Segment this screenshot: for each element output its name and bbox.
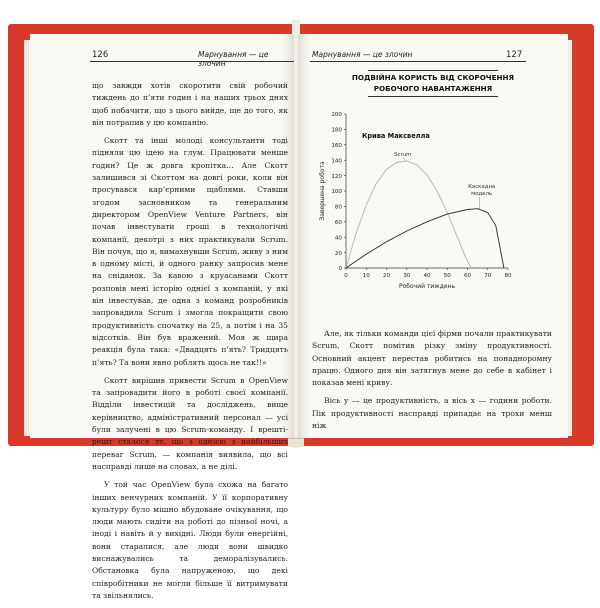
x-tick-label: 60 [464, 273, 472, 279]
x-tick-label: 40 [423, 273, 431, 279]
running-head-right: Марнування — це злочин [312, 50, 412, 59]
annotation-waterfall-line1: Каскадна [468, 184, 495, 190]
paragraph: що завжди хотів скоротити свій робочий тиждень до п’яти годин і на наших трьох днях щоб побачити, що з цього вийде, ще до того, як він потрапив у цю компанію. [92, 80, 288, 129]
page-number-right: 127 [506, 50, 522, 60]
y-tick-label: 200 [331, 112, 342, 118]
x-tick-label: 50 [444, 273, 452, 279]
y-tick-label: 60 [335, 220, 343, 226]
annotation-scrum: Scrum [394, 152, 411, 158]
running-head-left: Марнування — це злочин [198, 50, 294, 68]
x-tick-label: 10 [363, 273, 371, 279]
annotation-leader-scrum [403, 158, 407, 161]
headband [288, 438, 304, 447]
x-axis-label: Робочий тиждень [399, 283, 455, 290]
maxwell-curve-chart [302, 96, 564, 326]
right-page [298, 34, 568, 438]
annotation-waterfall-line2: модель [471, 191, 492, 197]
header-rule-right [310, 61, 526, 62]
y-tick-label: 160 [331, 143, 342, 149]
y-tick-label: 180 [331, 128, 342, 134]
left-body-text [92, 80, 288, 608]
y-tick-label: 0 [338, 266, 342, 272]
figure-title-line1: ПОДВІЙНА КОРИСТЬ ВІД СКОРОЧЕННЯ [338, 72, 528, 83]
y-tick-label: 40 [335, 235, 343, 241]
figure-title-line2: РОБОЧОГО НАВАНТАЖЕННЯ [338, 83, 528, 94]
left-page [30, 34, 294, 438]
x-tick-label: 0 [344, 273, 348, 279]
series-line-scrum [346, 161, 472, 268]
x-tick-label: 20 [383, 273, 391, 279]
y-tick-label: 100 [331, 189, 342, 195]
figure-title-rule-top [368, 70, 498, 71]
paragraph: Скотт вирішив привести Scrum в OpenView та запровадити його в роботі своєї компанії. Відділи інвестицій та досліджень, вище керівництво, адміністративний персонал — усі були залучені в цю Scrum-команду. І врешті-решт сталося те, що з однією з найбільших переваг Scrum, — компанія виявила, що всі насправді лише на словах, а не ділі. [92, 375, 288, 473]
y-tick-label: 20 [335, 251, 343, 257]
paragraph: Вісь y — це продуктивність, а вісь x — години роботи. Пік продуктивності насправді припадає на трохи менш ніж [312, 395, 552, 432]
y-tick-label: 120 [331, 174, 342, 180]
paragraph: У той час OpenView була схожа на багато інших венчурних компаній. У її корпоративну культуру було мішно вбудоване очікування, що люди мають сидіти на роботі до пізньої ночі, а іноді і навіть й у вихідні. Люди були енергійні, вони старалися, але люди вони швидко виснажувались та деморалізувались. Обстановка була напруженою, що декі співробітники не могли більше її витримувати та звільнялись. [92, 479, 288, 602]
figure-title [338, 72, 528, 94]
x-tick-label: 70 [484, 273, 492, 279]
paragraph: Скотт та інші молоді консультанти тоді підняли цю ідею на глум. Працювати менше годин? Це ж довга кропітка… Але Скотт залишився зі Скоттом на довгі роки, коли він просувався кар’єрними щаблями. Ставши згодом засновником та генеральним директором OpenView Venture Partners, він почав інвестувати гроші в технологічні компанії, декотрі з них практикували Scrum. Він почув, що я, вимахнувши Scrum, живу з ним в одному місті, й одного ранку запросив мене на сніданок. За кавою з круасанами Скотт розповів мені історію однієї з компаній, у які він інвестував, де одна з команд розробників запровадила Scrum і змогла покращити свою продуктивність спочатку на 25, а потім і на 35 відсотків. Він був вражений. Моя ж щира реакція була така: «Двадцять п’ять? Тридцять п’ять? Та вони явно роблять щось не так!!» [92, 135, 288, 369]
chart-title: Крива Максвелла [362, 132, 430, 140]
x-tick-label: 30 [403, 273, 411, 279]
y-tick-label: 80 [335, 205, 343, 211]
header-rule-left [90, 61, 294, 62]
paragraph: Але, як тільки команди цієї фірми почали практикувати Scrum, Скотт помітив різку зміну продуктивності. Основний акцент перестав робитись на понадноромну працю. Одного дня він затягнув мене до себе в кабінет і показав мені криву. [312, 328, 552, 389]
x-tick-label: 80 [504, 273, 512, 279]
y-tick-label: 140 [331, 158, 342, 164]
series-line-waterfall [346, 209, 504, 268]
right-body-text [312, 328, 552, 438]
y-axis-label: Завершена робота [319, 161, 326, 221]
page-number-left: 126 [92, 50, 108, 60]
